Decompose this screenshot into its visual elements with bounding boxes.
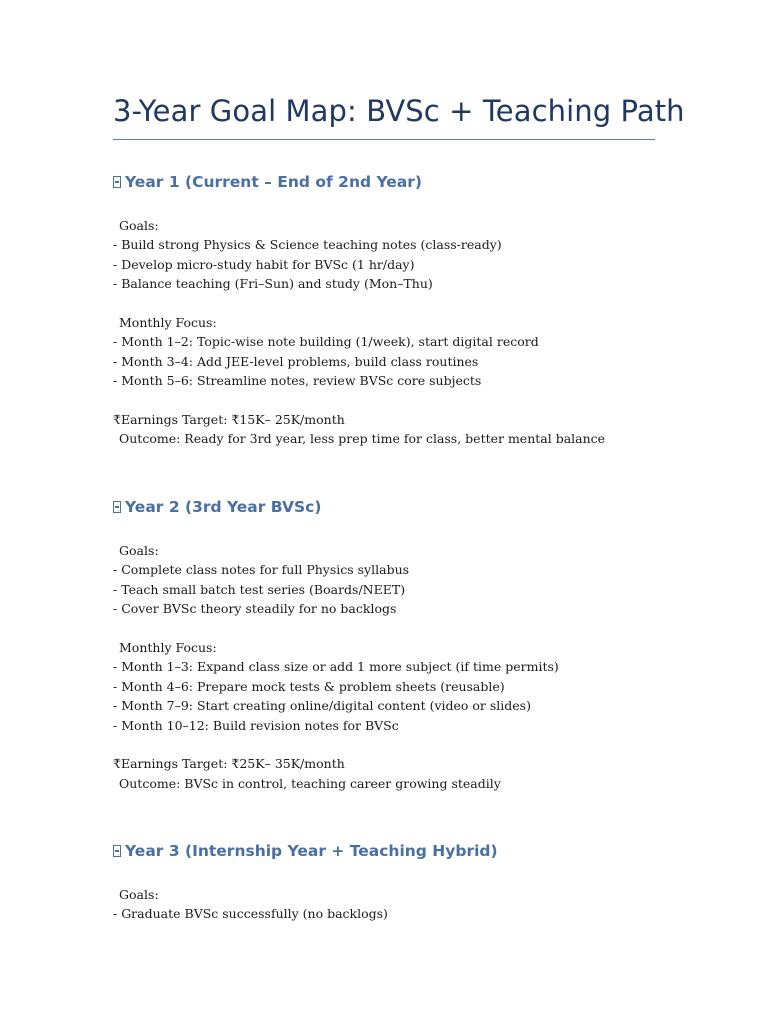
goal-item: - Build strong Physics & Science teaching notes (class-ready) xyxy=(113,237,502,253)
focus-label: Monthly Focus: xyxy=(119,639,217,655)
missing-glyph-icon xyxy=(113,845,121,857)
section-heading-text: Year 3 (Internship Year + Teaching Hybrid) xyxy=(125,842,498,860)
section-heading xyxy=(113,496,673,518)
earnings-target: ₹Earnings Target: ₹15K– 25K/month xyxy=(113,411,345,427)
focus-item: - Month 10–12: Build revision notes for BVSc xyxy=(113,717,399,733)
section-heading-text: Year 1 (Current – End of 2nd Year) xyxy=(125,173,422,191)
section-year-1 xyxy=(113,171,673,449)
missing-glyph-icon xyxy=(113,176,121,188)
focus-item: - Month 4–6: Prepare mock tests & problem sheets (reusable) xyxy=(113,678,505,694)
focus-label: Monthly Focus: xyxy=(119,314,217,330)
goal-item: - Balance teaching (Fri–Sun) and study (Mon–Thu) xyxy=(113,276,433,292)
missing-glyph-icon xyxy=(113,501,121,513)
outcome: Outcome: Ready for 3rd year, less prep time for class, better mental balance xyxy=(119,431,606,447)
goal-item: - Cover BVSc theory steadily for no backlogs xyxy=(113,601,397,617)
outcome: Outcome: BVSc in control, teaching career growing steadily xyxy=(119,775,501,791)
section-heading-text: Year 2 (3rd Year BVSc) xyxy=(125,498,322,516)
section-year-2 xyxy=(113,496,673,793)
focus-item: - Month 7–9: Start creating online/digital content (video or slides) xyxy=(113,698,531,714)
focus-item: - Month 1–3: Expand class size or add 1 more subject (if time permits) xyxy=(113,659,559,675)
goals-label: Goals: xyxy=(119,218,159,233)
goals-label: Goals: xyxy=(119,887,159,902)
goals-label: Goals: xyxy=(119,543,159,558)
section-heading xyxy=(113,840,673,862)
section-heading xyxy=(113,171,673,193)
goal-item: - Graduate BVSc successfully (no backlogs) xyxy=(113,906,388,922)
page-title: 3-Year Goal Map: BVSc + Teaching Path xyxy=(113,94,685,128)
focus-item: - Month 5–6: Streamline notes, review BVSc core subjects xyxy=(113,373,482,389)
section-year-3 xyxy=(113,840,673,924)
focus-item: - Month 3–4: Add JEE-level problems, build class routines xyxy=(113,353,479,369)
goal-item: - Develop micro-study habit for BVSc (1 hr/day) xyxy=(113,256,415,272)
goal-item: - Teach small batch test series (Boards/NEET) xyxy=(113,581,406,597)
goal-item: - Complete class notes for full Physics syllabus xyxy=(113,562,410,578)
focus-item: - Month 1–2: Topic-wise note building (1/week), start digital record xyxy=(113,334,539,350)
earnings-target: ₹Earnings Target: ₹25K– 35K/month xyxy=(113,756,345,772)
title-divider xyxy=(113,139,655,140)
